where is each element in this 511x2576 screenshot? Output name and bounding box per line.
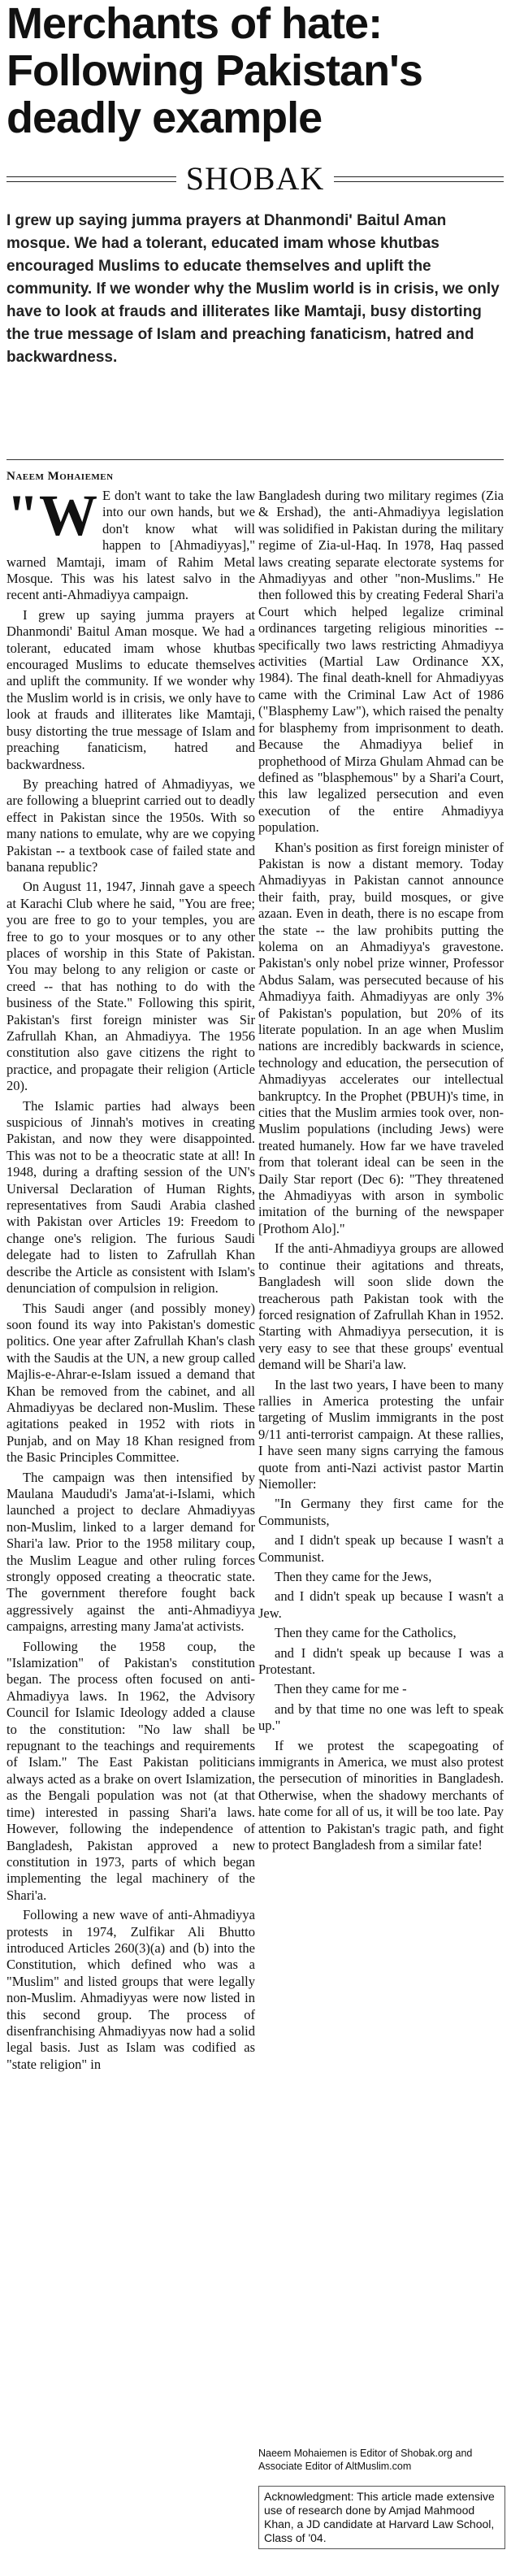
divider	[6, 459, 504, 460]
headline-line-3: deadly example	[6, 93, 323, 142]
quote-line: Then they came for me -	[275, 1681, 407, 1697]
paragraph: Following the 1958 coup, the "Islamization" of Pakistan's constitution began. The process often focused on anti-Ahmadiyya laws. In 1962, the Advisory Council for Islamic Ideology added a clause to the constitution: "No law shall be repugnant to the teachings and requirements of Islam." The East Pakistan politicians always acted as a brake on overt Islamization, as the Bengali population was not (at that time) interested in passing Shari'a laws. However, following the independence of Bangladesh, Pakistan approved a new constitution in 1973, parts of which began implementing the legal machinery of the Shari'a.	[6, 1638, 255, 1903]
standfirst: I grew up saying jumma prayers at Dhanmondi' Baitul Aman mosque. We had a tolerant, educated imam whose khutbas encouraged Muslims to educate themselves and uplift the community. If we wonder why the Muslim world is in crisis, we only have to look at frauds and illiterates like Mamtaji, busy distorting the true message of Islam and preaching fanaticism, hatred and backwardness.	[6, 212, 500, 366]
quote-line: Then they came for the Jews,	[275, 1569, 432, 1584]
quote-line: Then they came for the Catholics,	[275, 1625, 457, 1641]
headline	[6, 0, 504, 141]
paragraph: On August 11, 1947, Jinnah gave a speech at Karachi Club where he said, "You are free; you are free to go to your temples, you are free to go to your mosques or to any other places of worship in this State of Pakistan. You may belong to any religion or caste or creed -- that has nothing to do with the business of the State." Following this spirit, Pakistan's first foreign minister was Sir Zafrullah Khan, an Ahmadiyya. The 1956 constitution also gave citizens the right to practice, and propagate their religion (Article 20).	[6, 879, 255, 1094]
drop-cap: "W	[6, 483, 97, 548]
author-bio: Naeem Mohaiemen is Editor of Shobak.org and Associate Editor of AltMuslim.com	[258, 2448, 473, 2472]
quote-line: and I didn't speak up because I was a Protestant.	[258, 1644, 504, 1678]
article-column-1	[6, 483, 255, 2076]
quote-line: "In Germany they first came for the Communists,	[258, 1496, 504, 1528]
paragraph: I grew up saying jumma prayers at Dhanmondi' Baitul Aman mosque. We had a tolerant, educated imam whose khutbas encouraged Muslims to educate themselves and uplift the community. If we wonder why the Muslim world is in crisis, we only have to look at frauds and illiterates like Mamtaji, busy distorting the true message of Islam and preaching fanaticism, hatred and backwardness.	[6, 606, 255, 772]
paragraph: If we protest the scapegoating of immigrants in America, we must also protest the persecution of minorities in Bangladesh. Otherwise, when the shadowy merchants of hate come for all of us, it will be too late. Pay attention to Pakistan's tragic path, and fight to protect Bangladesh from a similar fate!	[258, 1737, 504, 1853]
paragraph: Following a new wave of anti-Ahmadiyya protests in 1974, Zulfikar Ali Bhutto introduced Articles 260(3)(a) and (b) into the Constitution, which defined who was a "Muslim" and listed groups that were legally non-Muslim. Ahmadiyyas were now listed in this second group. The process of disenfranchising Ahmadiyyas now had a solid legal basis. Just as Islam was codified as "state religion" in	[6, 1907, 255, 2072]
paragraph: This Saudi anger (and possibly money) soon found its way into Pakistan's domestic politics. One year after Zafrullah Khan's clash with the Saudis at the UN, a new group called Majlis-e-Ahrar-e-Islam issued a demand that Khan be removed from the cabinet, and all Ahmadiyyas be declared non-Muslim. These agitations peaked in 1952 with riots in Punjab, and on May 18 Khan resigned from the Basic Principles Committee.	[6, 1300, 255, 1466]
paragraph: The campaign was then intensified by Maulana Maududi's Jama'at-i-Islami, which launched a project to declare Ahmadiyyas non-Muslim, linked to a larger demand for Shari'a law. Prior to the 1958 military coup, the Muslim League and other ruling forces strongly opposed creating a theocratic state. The government therefore fought back aggressively against the anti-Ahmadiyya campaigns, arresting many Jama'at activists.	[6, 1469, 255, 1635]
paragraph: Bangladesh during two military regimes (Zia & Ershad), the anti-Ahmadiyya legislation was solidified in Pakistan during the military regime of Zia-ul-Haq. In 1978, Haq passed laws creating separate electorate systems for Ahmadiyyas and other "non-Muslims." He then followed this by creating Federal Shari'a Court which helped legalize criminal ordinances targeting religious minorities -- specifically two laws restricting Ahmadiyya activities (Martial Law Ordinance XX, 1984). The final death-knell for Ahmadiyyas came with the Criminal Law Act of 1986 ("Blasphemy Law"), which raised the penalty for blasphemy from imprisonment to death. Because the Ahmadiyya belief in prophethood of Mirza Ghulam Ahmad can be defined as "blasphemous" by a Shari'a Court, this law legalized persecution and even execution of the entire Ahmadiyya population.	[258, 488, 504, 836]
quote-line: and I didn't speak up because I wasn't a Communist.	[258, 1532, 504, 1565]
quote-line: and by that time no one was left to speak up."	[258, 1701, 504, 1734]
byline: Naeem Mohaiemen	[6, 470, 114, 483]
lead-paragraph	[6, 483, 255, 604]
quote-line: and I didn't speak up because I wasn't a Jew.	[258, 1588, 504, 1621]
headline-line-1: Merchants of hate:	[6, 0, 383, 48]
column-name: SHOBAK	[176, 160, 334, 197]
paragraph: The Islamic parties had always been suspicious of Jinnah's motives in creating Pakistan, and now they were disappointed. This was not to be a theocratic state at all! In 1948, during a drafting session of the UN's Universal Declaration of Human Rights, representatives from Saudi Arabia clashed with Pakistan over Articles 19: Freedom to change one's religion. The furious Saudi delegate had to listen to Zafrullah Khan describe the Article as consistent with Islam's denunciation of compulsion in religion.	[6, 1097, 255, 1297]
paragraph: In the last two years, I have been to many rallies in America protesting the unfair targeting of Muslim immigrants in the post 9/11 anti-terrorist campaign. At these rallies, I have seen many signs carrying the famous quote from anti-Nazi activist pastor Martin Niemoller:	[258, 1376, 504, 1492]
acknowledgment-box: Acknowledgment: This article made extensive use of research done by Amjad Mahmood Khan, a JD candidate at Harvard Law School, Class of '04.	[258, 2486, 505, 2549]
paragraph: Khan's position as first foreign minister of Pakistan is now a distant memory. Today Ahmadiyyas in Pakistan cannot announce their faith, pray, build mosques, or give azaan. Even in death, there is no escape from the state -- the law prohibits putting the kolema on an Ahmadiyya's gravestone. Pakistan's only nobel prize winner, Professor Abdus Salam, was persecuted because of his Ahmadiyya faith. Ahmadiyyas are only 3% of Pakistan's population, but 20% of its literate population. In an age when Muslim nations are incredibly backwards in science, technology and education, the persecution of Ahmadiyyas accelerates our intellectual bankruptcy. In the Prophet (PBUH)'s time, in cities that the Muslim armies took over, non-Muslim populations (including Jews) were treated humanely. How far we have traveled from that tolerant ideal can be seen in the Daily Star report (Dec 6): "They threatened the Ahmadiyyas with arson in symbolic imitation of the burning of the newspaper [Prothom Alo]."	[258, 839, 504, 1236]
article-column-2	[258, 488, 504, 1857]
paragraph: If the anti-Ahmadiyya groups are allowed to continue their agitations and threats, Bangladesh will soon slide down the treacherous path Pakistan took with the forced resignation of Zafrullah Khan in 1952. Starting with Ahmadiyya persecution, it is very easy to see that these groups' eventual demand will be Shari'a law.	[258, 1240, 504, 1373]
lead-text: E don't want to take the law into our own hands, but we don't know what will happen to [Ahmadiyyas]," warned Mamtaji, imam of Rahim Metal Mosque. This was his latest salvo in the recent anti-Ahmadiyya campaign.	[6, 488, 255, 603]
paragraph: By preaching hatred of Ahmadiyyas, we are following a blueprint carried out to deadly effect in Pakistan since the 1950s. With so many nations to emulate, why are we copying Pakistan -- a textbook case of failed state and banana republic?	[6, 775, 255, 875]
headline-line-2: Following Pakistan's	[6, 46, 422, 95]
column-logo	[6, 159, 504, 199]
